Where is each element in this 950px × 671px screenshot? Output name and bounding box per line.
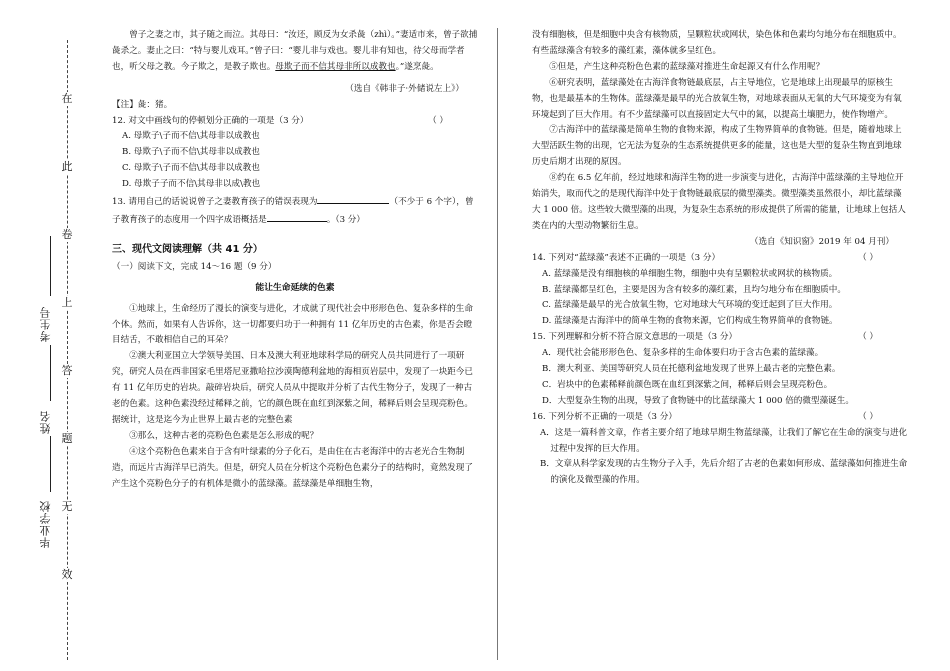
seal-dashed-line	[67, 40, 68, 660]
q13-text-3: 。（3 分）	[326, 214, 365, 225]
seal-char: 卷	[61, 228, 73, 241]
classical-passage	[112, 28, 478, 76]
passage-end: 。”遂烹彘。	[395, 61, 439, 72]
q15-option[interactable]: B．澳大利亚、美国等研究人员在托德利盆地发现了世界上最古老的完整色素。	[542, 364, 841, 375]
q16-option[interactable]: A．这是一篇科普文章，作者主要介绍了地球早期生物蓝绿藻，让我们了解它在生命的演变与进化过程中发挥的巨大作用。	[540, 427, 908, 454]
q14-text: 14. 下列对“蓝绿藻”表述不正确的一项是（3 分）	[532, 252, 721, 263]
q15-answer-paren[interactable]: （ ）	[858, 332, 878, 343]
q16-stem	[532, 410, 908, 426]
seal-char: 在	[61, 92, 73, 105]
article-paragraph: ⑤但是，产生这种亮粉色色素的蓝绿藻对推进生命起源又有什么作用呢？	[549, 61, 825, 72]
article-paragraph: ⑧约在 6.5 亿年前，经过地球和海洋生物的进一步演变与进化，古海洋中蓝绿藻的主导地位开始消失，取而代之的是现代海洋中处于食物链最底层的微型藻类。微型藻类虽然很小，却比蓝绿藻大 1 000 倍。这些较大微型藻的出现，为复杂生态系统的形成提供了所需的能量，让地球上包括人类在内的大型动物繁衍生息。	[532, 173, 906, 231]
right-column	[532, 28, 908, 489]
article-title: 能让生命延续的色素	[255, 282, 335, 293]
q12-stem	[112, 114, 478, 130]
article-source: （选自《知识窗》2019 年 04 月刊）	[749, 236, 894, 247]
q13-blank-2[interactable]	[267, 211, 327, 222]
seal-char: 效	[61, 568, 73, 581]
seal-char: 此	[61, 160, 73, 173]
left-column	[112, 28, 478, 492]
seal-char: 题	[61, 432, 73, 445]
q13-text-1: 13. 请用自己的话说说曾子之妻教育孩子的错误表现为	[112, 197, 318, 208]
q12-text: 12. 对文中画线句的停顿划分正确的一项是（3 分）	[112, 115, 309, 126]
q14-stem	[532, 251, 908, 267]
q13-blank-1[interactable]	[317, 193, 389, 204]
article-paragraph: ①地球上，生命经历了漫长的演变与进化，才成就了现代社会中形形色色、复杂多样的生命个体。然而，如果有人告诉你，这一切都要归功于一种拥有 11 亿年历史的古色素，你是否会瞪目结舌，不敢相信自己的耳朵？	[112, 303, 473, 346]
underlined-sentence: 母欺子而不信其母非所以成教也	[275, 61, 396, 72]
q16-text: 16. 下列分析不正确的一项是（3 分）	[532, 411, 677, 422]
article-paragraph: ⑥研究表明，蓝绿藻处在古海洋食物链最底层，占主导地位，它是地球上出现最早的原核生物，也是最基本的生物体。蓝绿藻是最早的光合放氧生物，对地球表面从无氧的大气环境变为有氧环境起到了巨大作用。有不少蓝绿藻可以直接固定大气中的氮，以提高土壤肥力，使作物增产。	[532, 77, 902, 120]
exam-no-label: 考生号	[39, 306, 52, 342]
exam-no-line[interactable]	[50, 236, 51, 296]
column-divider	[497, 28, 498, 660]
q13-text-2: （不少于 6 个字），曾子教育孩子的态度用一个四字成语概括是	[112, 197, 474, 225]
seal-char: 答	[61, 364, 73, 377]
q12-option[interactable]: B. 母欺子\子而不信\其母非以成教也	[122, 147, 260, 158]
q12-option[interactable]: A. 母欺子\子而不信\其母非以成教也	[122, 131, 260, 142]
q14-answer-paren[interactable]: （ ）	[858, 252, 878, 263]
q15-option[interactable]: D．大型复杂生物的出现，导致了食物链中的比蓝绿藻大 1 000 倍的微型藻诞生。	[542, 395, 854, 406]
passage-source: （选自《韩非子·外储说左上》）	[345, 83, 464, 94]
seal-char: 无	[61, 500, 73, 513]
q15-option[interactable]: A．现代社会能形形色色、复杂多样的生命体要归功于含古色素的蓝绿藻。	[542, 348, 824, 359]
q14-option[interactable]: D. 蓝绿藻是古海洋中的简单生物的食物来源，它们构成生物界简单的食物链。	[542, 316, 838, 327]
q12-option[interactable]: D. 母欺子子而不信\其母非以成\教也	[122, 179, 261, 190]
q13	[112, 193, 478, 229]
q16-option[interactable]: B．文章从科学家发现的古生物分子入手，先后介绍了古老的色素如何形成、蓝绿藻如何推进生命的演化及微型藻的作用。	[540, 459, 908, 486]
q14-option[interactable]: C. 蓝绿藻是最早的光合放氧生物，它对地球大气环境的变迁起到了巨大作用。	[542, 300, 838, 311]
passage-note: 【注】彘：猪。	[112, 99, 173, 110]
article-paragraph: ②澳大利亚国立大学领导美国、日本及澳大利亚地球科学局的研究人员共同进行了一项研究，研究人员在西非国家毛里塔尼亚撒哈拉沙漠陶德利盆地的海相页岩层中，发现了一块距今已有 11 亿年历史的岩块。敲碎岩块后，研究人员从中提取并分析了古代生物分子，发现了一种古老的色素。这种色素没经过稀释之前，它的颜色既在血红到深紫之间，稀释后则会呈现亮粉色。据统计，这是迄今为止世界上最古老的完整色素	[112, 351, 473, 425]
article-paragraph: 没有细胞核，但是细胞中央含有核物质，呈颗粒状或网状，染色体和色素均匀地分布在细胞质中。有些蓝绿藻含有较多的藻红素，藻体就多呈红色。	[532, 30, 902, 56]
q14-option[interactable]: B. 蓝绿藻都呈红色，主要是因为含有较多的藻红素，且均匀地分布在细胞质中。	[542, 284, 846, 295]
section-subheading: （一）阅读下文，完成 14～16 题（9 分）	[112, 261, 277, 272]
q15-stem	[532, 330, 908, 346]
school-line[interactable]	[50, 436, 51, 492]
q16-answer-paren[interactable]: （ ）	[858, 411, 878, 422]
q12-option[interactable]: C. 母欺子\子而不信\其母非以成教也	[122, 163, 260, 174]
school-label: 毕业学校	[39, 500, 52, 548]
seal-char: 上	[61, 296, 73, 309]
name-line[interactable]	[50, 345, 51, 401]
q15-option[interactable]: C．岩块中的色素稀释前颜色既在血红到深紫之间，稀释后则会呈现亮粉色。	[542, 379, 833, 390]
article-paragraph: ④这个亮粉色色素来自于含有叶绿素的分子化石，是由住在古老海洋中的古老光合生物制造，而远片古海洋早已消失。但是，研究人员在分析这个亮粉色色素分子的结构时，竟然发现了产生这个亮粉色分子的有机体是微小的蓝绿藻。蓝绿藻是单细胞生物，	[112, 446, 473, 489]
q14-option[interactable]: A. 蓝绿藻是没有细胞核的单细胞生物，细胞中央有呈颗粒状或网状的核物质。	[542, 268, 838, 279]
article-paragraph: ③那么，这种古老的亮粉色色素是怎么形成的呢？	[129, 430, 319, 441]
q12-answer-paren[interactable]: （ ）	[428, 115, 448, 126]
article-paragraph: ⑦古海洋中的蓝绿藻是简单生物的食物来源，构成了生物界简单的食物链。但是，随着地球上大型活跃生物的出现，它无法为复杂的生态系统提供更多的能量，这也是大型的复杂生物直到地球历史后期才出现的原因。	[532, 125, 902, 168]
section-heading: 三、现代文阅读理解（共 41 分）	[112, 243, 263, 255]
q15-text: 15. 下列理解和分析不符合原文意思的一项是（3 分）	[532, 332, 738, 343]
passage-text: 曾子之妻之市，其子随之而泣。其母曰：“汝还，顾反为女杀彘（zhì）。”妻适市来，曾子欲捕彘杀之。妻止之曰：“特与婴儿戏耳。”曾子曰：“婴儿非与戏也。婴儿非有知也，待父母而学者也，听父母之教。今子欺之，是教子欺也。	[112, 30, 478, 72]
name-label: 姓名	[39, 410, 52, 434]
binding-strip	[0, 0, 96, 671]
